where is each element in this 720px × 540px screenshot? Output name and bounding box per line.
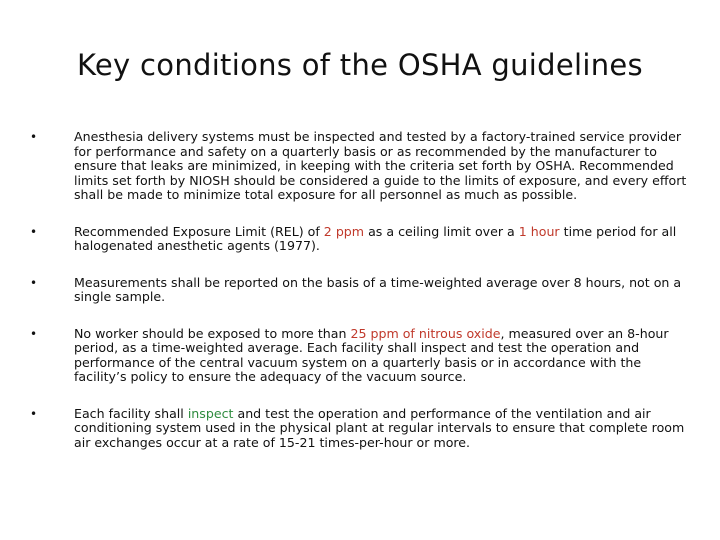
- bullet-text-pre: Recommended Exposure Limit (REL) of: [74, 223, 324, 239]
- highlight-inspect: inspect: [187, 405, 234, 421]
- bullet-dot-icon: •: [30, 326, 38, 341]
- bullet-text: Anesthesia delivery systems must be inspected and tested by a factory-trained service provider for performance and safety on a quarterly basis or as recommended by the manufacturer to ensure that leaks are minimized, in keeping with the criteria set forth by OSHA. Recommended limits set forth by NIOSH should be considered a guide to the limits of exposure, and every effort shall be made to minimize total exposure for all personnel as much as possible.: [74, 129, 687, 202]
- bullet-text-post: and test the operation and performance of the ventilation and air conditioning system used in the physical plant at regular intervals to ensure that complete room air exchanges occur at a rate of 15-21 times-per-hour or more.: [74, 405, 685, 450]
- bullet-text-mid: as a ceiling limit over a: [364, 223, 519, 239]
- bullet-item-2: [30, 225, 690, 254]
- bullet-item-1: [30, 130, 690, 203]
- bullet-text-post: time period for all halogenated anesthetic agents (1977).: [74, 223, 677, 253]
- bullet-text-post: , measured over an 8-hour period, as a time-weighted average. Each facility shall inspect and test the operation and performance of the central vacuum system on a quarterly basis or in accordance with the facility’s policy to ensure the adequacy of the vacuum source.: [74, 325, 669, 384]
- slide-title: Key conditions of the OSHA guidelines: [77, 48, 643, 82]
- bullet-text: Measurements shall be reported on the basis of a time-weighted average over 8 hours, not on a single sample.: [74, 274, 682, 304]
- bullet-dot-icon: •: [30, 224, 38, 239]
- bullet-dot-icon: •: [30, 275, 38, 290]
- bullet-item-3: [30, 276, 690, 305]
- highlight-ppm: 2 ppm: [323, 223, 365, 239]
- bullet-dot-icon: •: [30, 406, 38, 421]
- bullet-item-4: [30, 327, 690, 385]
- bullet-list: [30, 130, 690, 472]
- bullet-text-pre: Each facility shall: [74, 405, 188, 421]
- highlight-hour: 1 hour: [518, 223, 560, 239]
- bullet-item-5: [30, 407, 690, 451]
- highlight-nitrous-oxide: 25 ppm of nitrous oxide: [350, 325, 501, 341]
- bullet-text-pre: No worker should be exposed to more than: [74, 325, 351, 341]
- bullet-dot-icon: •: [30, 130, 38, 144]
